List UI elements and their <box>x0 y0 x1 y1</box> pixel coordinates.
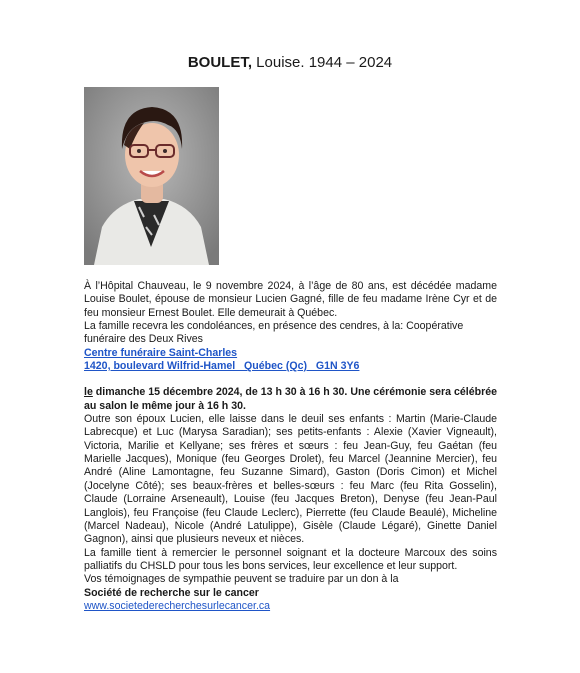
funeral-home-link[interactable]: Centre funéraire Saint-Charles <box>84 346 238 359</box>
date-le: le <box>84 386 93 399</box>
obituary-text <box>84 280 497 613</box>
visitation-date <box>84 386 497 413</box>
thanks-paragraph: La famille tient à remercier le personnel soignant et la docteure Marcoux des soins palliatifs du CHSLD pour tous les bons services, leur excellence et leur support. <box>84 546 497 572</box>
donation-line: Vos témoignages de sympathie peuvent se traduire par un don à la <box>84 573 399 586</box>
surname: BOULET, <box>187 54 253 71</box>
date-rest: dimanche 15 décembre 2024, de 13 h 30 à 16 h 30. Une cérémonie sera célébrée au salon le même jour à 16 h 30. <box>84 386 497 412</box>
intro-paragraph: À l’Hôpital Chauveau, le 9 novembre 2024, à l’âge de 80 ans, est décédée madame Louise Boulet, épouse de monsieur Lucien Gagné, fille de feu madame Irène Cyr et de feu monsieur Ernest Boulet. Elle demeurait à Québec. <box>84 280 497 319</box>
address-link[interactable]: 1420, boulevard Wilfrid-Hamel Québec (Qc) G1N 3Y6 <box>84 360 360 373</box>
family-paragraph: Outre son époux Lucien, elle laisse dans le deuil ses enfants : Martin (Marie-Claude Labrecque) et Luc (Marysa Saradian); ses petits-enfants : Alexie (Xavier Vigneault), Victoria, Marilie et Kellyane; ses frères et sœurs : feu Jean-Guy, feu Gaétan (feu Marielle Jacques), Monique (feu Georges Drolet), feu Marcel (Jeannine Mercier), feu André (Aline Lamontagne, feu Suzanne Simard), Gaston (Doris Cimon) et Michel (Jocelyne Côté); ses beaux-frères et belles-sœurs : feu Marc (feu Rita Gosselin), Claude (Lorraine Arseneault), Louise (feu Jacques Breton), Denyse (feu Jean-Paul Langlois), feu Françoise (feu Claude Leclerc), Pierrette (feu Claude Beaulé), Micheline (Marcel Nadeau), Nicole (André Latulippe), Gisèle (Claude Légaré), Ginette Daniel Gagnon), ainsi que plusieurs neveux et nièces. <box>84 413 497 546</box>
name-dates: Louise. 1944 – 2024 <box>252 54 393 71</box>
condolences-line-1: La famille recevra les condoléances, en présence des cendres, à la: Coopérative <box>84 320 464 333</box>
portrait-photo <box>84 87 219 265</box>
page-title <box>0 54 580 71</box>
condolences-line-2: funéraire des Deux Rives <box>84 333 203 346</box>
charity-name: Société de recherche sur le cancer <box>84 586 259 599</box>
charity-website-link[interactable]: www.societederecherchesurlecancer.ca <box>84 599 271 612</box>
